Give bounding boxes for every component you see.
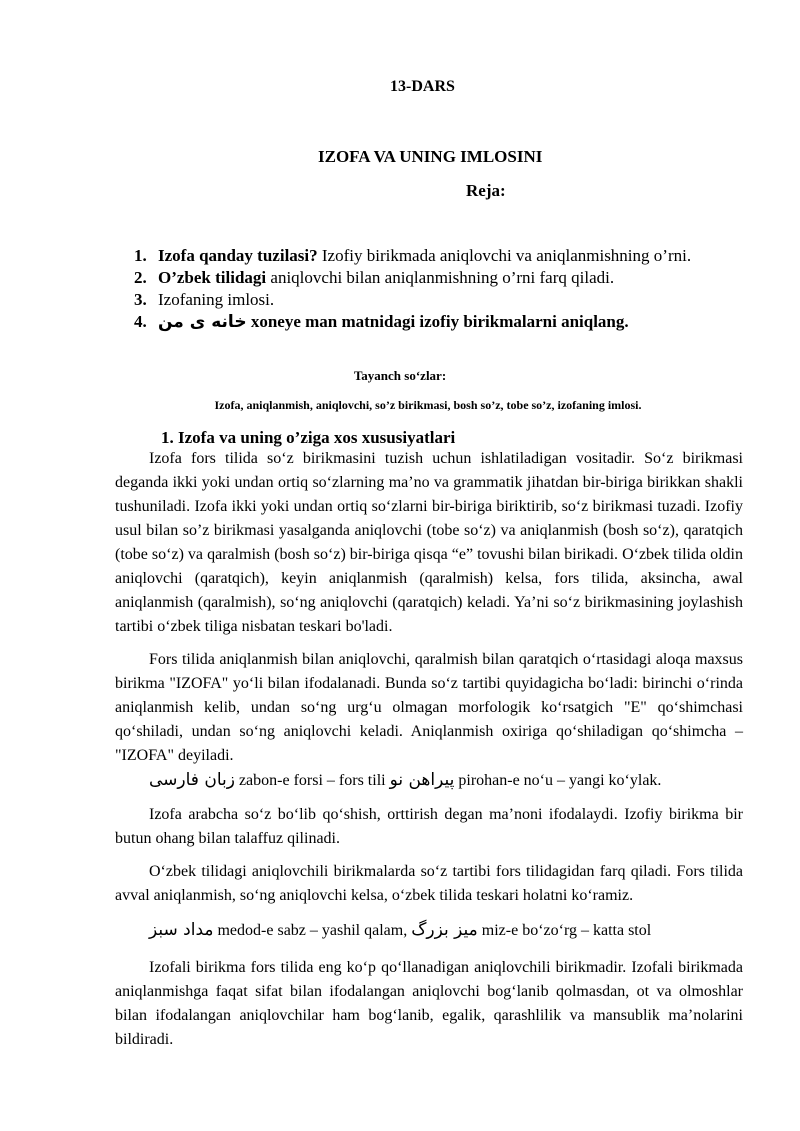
example-line [149, 770, 661, 790]
paragraph: Fors tilida aniqlanmish bilan aniqlovchi, qaralmish bilan qaratqich oʻrtasidagi aloqa maxsus birikma "IZOFA" yoʻli bilan ifodalanadi. Bunda soʻz tartibi quyidagicha boʻladi: birinchi oʻrinda aniqlanmish kelib, undan soʻng urgʻu olmagan morfologik koʻrsatgich "E" qoʻshimchasi qoʻshiladi, undan soʻng aniqlovchi keladi. Aniqlanmish oxiriga qoʻshiladigan qoʻshimcha – "IZOFA" deyiladi. [115, 651, 743, 764]
plan-item-bold-text: O’zbek tilidagi [158, 268, 267, 287]
section-heading: 1. Izofa va uning o’ziga xos xususiyatlari [161, 428, 456, 447]
plan-item-number: 1. [134, 246, 147, 265]
plan-item-number: 2. [134, 268, 147, 287]
example-translation: miz-e boʻzoʻrg – katta stol [477, 922, 652, 939]
plan-item-text: xoneye man matnidagi izofiy birikmalarni aniqlang. [246, 312, 629, 331]
example-translation: medod-e sabz – yashil qalam, [213, 922, 412, 939]
plan-item-persian-text: خانه ی من [158, 312, 247, 332]
example-line [149, 920, 651, 940]
paragraph: Izofa fors tilida soʻz birikmasini tuzish uchun ishlatiladigan vositadir. Soʻz birikmasi deganda ikki yoki undan ortiq soʻzlarning maʼno va grammatik jihatdan bir-biriga birikkan shakli tushuniladi. Izofa ikki yoki undan ortiq soʻzlarni bir-biriga biriktirib, soʻz birikmasi tuzadi. Izofiy usul bilan so’z birikmasi yasalganda aniqlovchi (tobe soʻz) va aniqlanmish (bosh soʻz), qaratqich (tobe soʻz) va qaralmish (bosh soʻz) bir-biriga qisqa “e” tovushi bilan birikadi. Oʻzbek tilida oldin aniqlovchi (qaratqich), keyin aniqlanmish (qaralmish) kelsa, fors tilida, aksincha, awal aniqlanmish (qaralmish), soʻng aniqlovchi (qaratqich) keladi. Yaʼni soʻz birikmasining joylashish tartibi oʻzbek tiliga nisbatan teskari bo'ladi. [115, 450, 743, 635]
paragraph: Izofa arabcha soʻz boʻlib qoʻshish, orttirish degan maʼnoni ifodalaydi. Izofiy birikma bir butun ohang bilan talaffuz qilinadi. [115, 806, 743, 847]
plan-item-number: 3. [134, 290, 147, 309]
plan-title: Reja: [466, 181, 506, 200]
lesson-number: 13-DARS [390, 78, 455, 95]
plan-item [134, 289, 691, 311]
persian-example: میز بزرگ [411, 920, 478, 940]
keywords-title: Tayanch soʻzlar: [353, 368, 447, 383]
persian-example: مداد سبز [149, 920, 214, 940]
persian-example: زبان فارسی [149, 770, 235, 790]
plan-item [134, 267, 691, 289]
page-title: IZOFA VA UNING IMLOSINI [318, 147, 543, 166]
plan-item [134, 245, 691, 267]
plan-item-text: Izofaning imlosi. [158, 290, 275, 309]
plan-list [134, 245, 691, 333]
persian-example: پیراهن نو [389, 770, 455, 790]
paragraph: Izofali birikma fors tilida eng koʻp qoʻllanadigan aniqlovchili birikmadir. Izofali birikmada aniqlanmishga faqat sifat bilan ifodalangan aniqlovchi bogʻlanib qolmasdan, ot va olmoshlar bilan ifodalangan aniqlovchilar ham bogʻlanib, egalik, qarashlilik va mansublik maʼnolarini bildiradi. [115, 959, 743, 1048]
plan-item-text: Izofiy birikmada aniqlovchi va aniqlanmishning o’rni. [317, 246, 692, 265]
plan-item-text: aniqlovchi bilan aniqlanmishning o’rni farq qiladi. [266, 268, 615, 287]
keywords-text: Izofa, aniqlanmish, aniqlovchi, so’z birikmasi, bosh so’z, tobe so’z, izofaning imlosi. [214, 398, 642, 412]
plan-item-bold-text: Izofa qanday tuzilasi? [158, 246, 318, 265]
plan-item [134, 311, 691, 333]
example-translation: zabon-e forsi – fors tili [234, 772, 390, 789]
example-translation: pirohan-e noʻu – yangi koʻylak. [454, 772, 662, 789]
plan-item-number: 4. [134, 312, 147, 331]
paragraph: Oʻzbek tilidagi aniqlovchili birikmalarda soʻz tartibi fors tilidagidan farq qiladi. Fors tilida avval aniqlanmish, soʻng aniqlovchi kelsa, oʻzbek tilida teskari holatni koʻramiz. [115, 863, 743, 904]
